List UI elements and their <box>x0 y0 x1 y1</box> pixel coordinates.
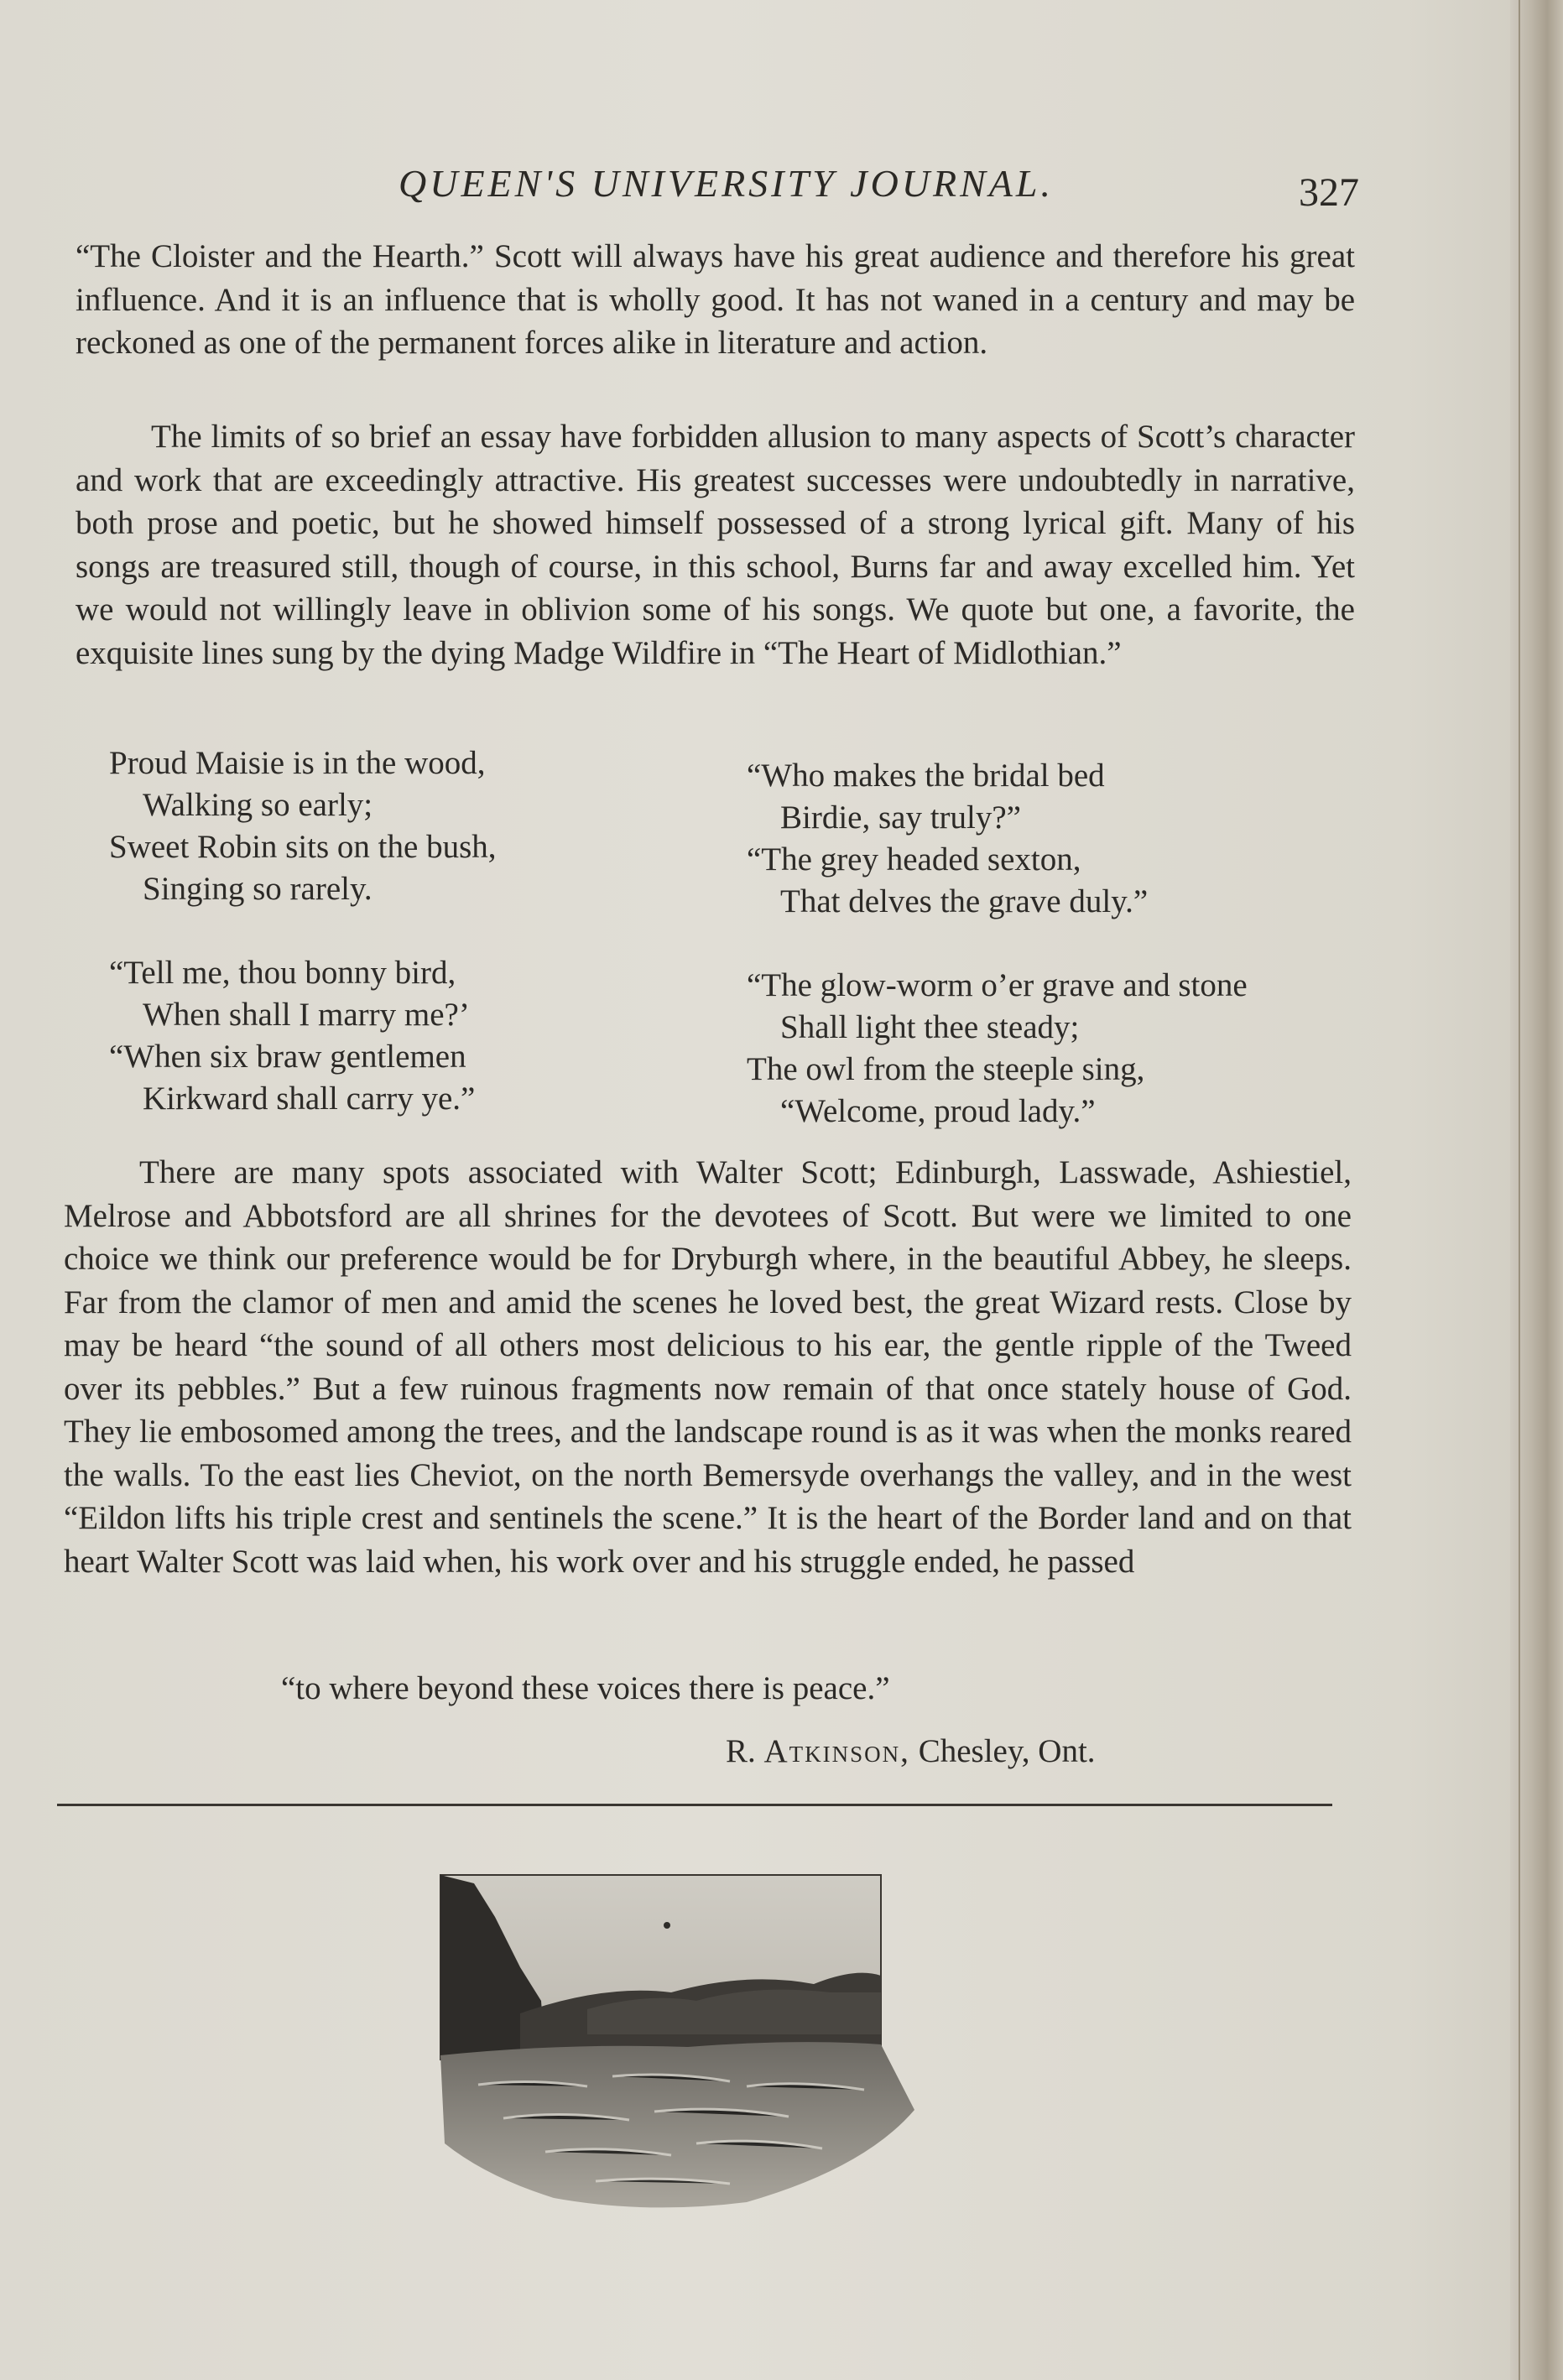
poem-line: “The grey headed sexton, <box>747 841 1081 878</box>
poem-line: Singing so rarely. <box>143 871 373 907</box>
author-name: Atkinson, <box>763 1733 910 1769</box>
poem-line: Walking so early; <box>143 787 373 823</box>
paragraph-1: “The Cloister and the Hearth.” Scott will always have his great audience and therefore his great influence. And it is an influence that is wholly good. It has not waned in a century and may be reckoned as one of the permanent forces alike in literature and action. <box>76 238 1355 361</box>
poem-stanza-1 <box>109 742 497 910</box>
river-landscape-image <box>394 1867 982 2219</box>
poem-stanza-3 <box>109 952 475 1120</box>
poem-line: The owl from the steeple sing, <box>747 1051 1145 1087</box>
poem-line: “When six braw gentlemen <box>109 1039 466 1075</box>
poem-line: Sweet Robin sits on the bush, <box>109 829 497 865</box>
page-number: 327 <box>1299 170 1359 215</box>
page-header <box>67 151 1359 218</box>
author-place: Chesley, Ont. <box>918 1733 1096 1769</box>
running-title: QUEEN'S UNIVERSITY JOURNAL. <box>399 162 1054 205</box>
poem-line: Kirkward shall carry ye.” <box>143 1081 476 1117</box>
poem-line: Birdie, say truly?” <box>780 799 1021 836</box>
poem-line: “Who makes the bridal bed <box>747 758 1105 794</box>
poem-line: Proud Maisie is in the wood, <box>109 745 486 781</box>
poem-stanza-2 <box>747 755 1148 923</box>
poem-line: “Welcome, proud lady.” <box>780 1093 1096 1129</box>
paragraph-3: There are many spots associated with Walter Scott; Edinburgh, Lasswade, Ashiestiel, Melrose and Abbotsford are all shrines for the devotees of Scott. But were we limited to one choice we think our preference would be for Dryburgh where, in the beautiful Abbey, he sleeps. Far from the clamor of men and amid the scenes he loved best, the great Wizard rests. Close by may be heard “the sound of all others most delicious to his ear, the gentle ripple of the Tweed over its pebbles.” But a few ruinous fragments now remain of that once stately house of God. They lie embosomed among the trees, and the landscape round is as it was when the monks reared the walls. To the east lies Cheviot, on the north Bemersyde overhangs the valley, and in the west “Eildon lifts his triple crest and sentinels the scene.” It is the heart of the Border land and on that heart Walter Scott was laid when, his work over and his struggle ended, he passed <box>64 1154 1352 1580</box>
author-signature <box>726 1732 1096 1770</box>
paragraph-2: The limits of so brief an essay have forbidden allusion to many aspects of Scott’s character and work that are exceedingly attractive. His greatest successes were undoubtedly in narrative, both prose and poetic, but he showed himself possessed of a strong lyrical gift. Many of his songs are treasured still, though of course, in this school, Burns far and away excelled him. Yet we would not willingly leave in oblivion some of his songs. We quote but one, a favorite, the exquisite lines sung by the dying Madge Wildfire in “The Heart of Midlothian.” <box>76 419 1355 671</box>
poem-line: “The glow-worm o’er grave and stone <box>747 967 1248 1003</box>
poem-line: When shall I marry me?’ <box>143 997 470 1033</box>
author-initial: R. <box>726 1733 756 1769</box>
poem-line: Shall light thee steady; <box>780 1009 1080 1045</box>
poem-line: “Tell me, thou bonny bird, <box>109 955 456 991</box>
poem-proud-maisie <box>109 742 1368 1145</box>
closing-quote: “to where beyond these voices there is peace.” <box>281 1670 890 1706</box>
book-spine-edge <box>1510 0 1563 2380</box>
poem-stanza-4 <box>747 965 1248 1133</box>
section-rule <box>57 1804 1332 1806</box>
poem-line: That delves the grave duly.” <box>780 883 1149 919</box>
river-photograph <box>394 1867 982 2219</box>
